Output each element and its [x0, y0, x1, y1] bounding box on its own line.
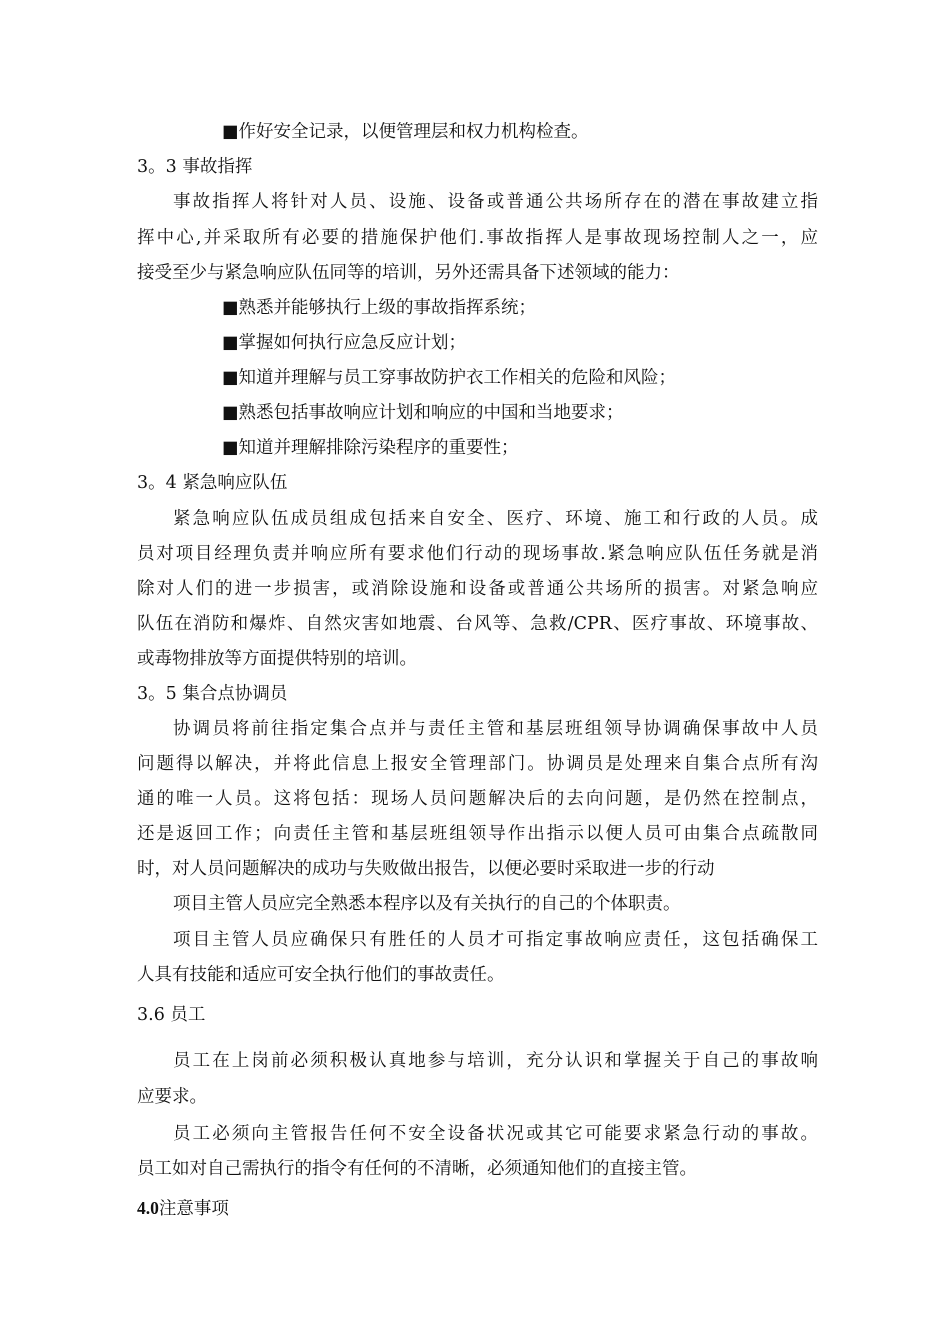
bullet-item: ■知道并理解排除污染程序的重要性； — [222, 438, 519, 458]
paragraph-line: 应要求。 — [137, 1087, 207, 1107]
paragraph-line: 队伍在消防和爆炸、自然灾害如地震、台风等、急救/CPR、医疗事故、环境事故、 — [137, 614, 818, 634]
paragraph-line: 事故指挥人将针对人员、设施、设备或普通公共场所存在的潜在事故建立指 — [173, 192, 818, 212]
paragraph-line: 员工如对自己需执行的指令有任何的不清晰，必须通知他们的直接主管。 — [137, 1159, 697, 1179]
section-heading-3-3: 3。3 事故指挥 — [137, 157, 253, 177]
paragraph-line: 还是返回工作；向责任主管和基层班组领导作出指示以便人员可由集合点疏散同 — [137, 824, 818, 844]
paragraph-line: 除对人们的进一步损害，或消除设施和设备或普通公共场所的损害。对紧急响应 — [137, 579, 818, 599]
bullet-item: ■掌握如何执行应急反应计划； — [222, 333, 467, 353]
paragraph-line: 协调员将前往指定集合点并与责任主管和基层班组领导协调确保事故中人员 — [173, 719, 818, 739]
paragraph-line: 员工必须向主管报告任何不安全设备状况或其它可能要求紧急行动的事故。 — [173, 1124, 818, 1144]
paragraph-line: 员对项目经理负责并响应所有要求他们行动的现场事故.紧急响应队伍任务就是消 — [137, 544, 818, 564]
section-heading-4-0 — [137, 1196, 229, 1220]
section-heading-3-5: 3。5 集合点协调员 — [137, 684, 288, 704]
paragraph-line: 紧急响应队伍成员组成包括来自安全、医疗、环境、施工和行政的人员。成 — [173, 509, 818, 529]
paragraph-line: 项目主管人员应确保只有胜任的人员才可指定事故响应责任，这包括确保工 — [173, 930, 818, 950]
paragraph-line: 接受至少与紧急响应队伍同等的培训，另外还需具备下述领域的能力： — [137, 263, 680, 283]
paragraph-line: 问题得以解决，并将此信息上报安全管理部门。协调员是处理来自集合点所有沟 — [137, 754, 818, 774]
section-heading-3-4: 3。4 紧急响应队伍 — [137, 473, 288, 493]
bullet-safety-records: ■作好安全记录，以便管理层和权力机构检查。 — [222, 122, 589, 142]
bullet-item: ■知道并理解与员工穿事故防护衣工作相关的危险和风险； — [222, 368, 677, 388]
section-number: 4.0 — [137, 1198, 159, 1218]
bullet-item: ■熟悉包括事故响应计划和响应的中国和当地要求； — [222, 403, 624, 423]
paragraph-line: 项目主管人员应完全熟悉本程序以及有关执行的自己的个体职责。 — [173, 894, 681, 914]
section-heading-3-6: 3.6 员工 — [137, 1005, 206, 1025]
paragraph-line: 挥中心,并采取所有必要的措施保护他们.事故指挥人是事故现场控制人之一，应 — [137, 228, 818, 248]
paragraph-line: 或毒物排放等方面提供特别的培训。 — [137, 649, 417, 669]
paragraph-line: 人具有技能和适应可安全执行他们的事故责任。 — [137, 965, 505, 985]
paragraph-line: 时，对人员问题解决的成功与失败做出报告，以便必要时采取进一步的行动 — [137, 859, 715, 879]
paragraph-line: 通的唯一人员。这将包括：现场人员问题解决后的去向问题，是仍然在控制点， — [137, 789, 818, 809]
paragraph-line: 员工在上岗前必须积极认真地参与培训，充分认识和掌握关于自己的事故响 — [173, 1051, 818, 1071]
section-title: 注意事项 — [158, 1199, 229, 1219]
bullet-item: ■熟悉并能够执行上级的事故指挥系统； — [222, 298, 537, 318]
